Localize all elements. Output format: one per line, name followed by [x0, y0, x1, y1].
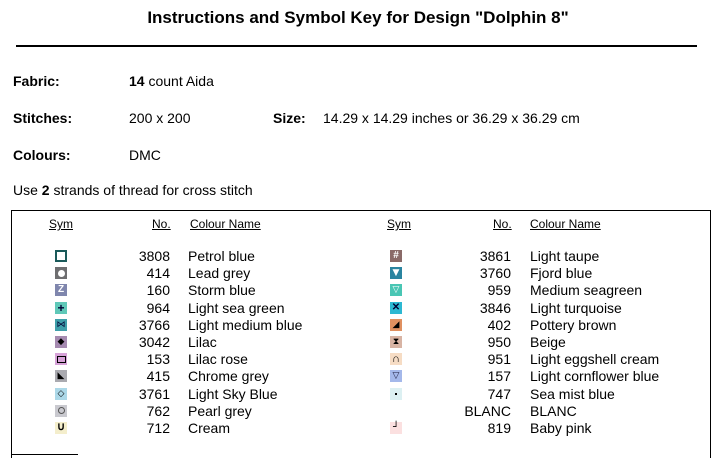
- colour-name: Light medium blue: [188, 316, 303, 333]
- colour-number: 950: [487, 333, 511, 350]
- title-divider: [16, 45, 697, 47]
- colour-number: 3760: [479, 265, 511, 282]
- colour-name: Pearl grey: [188, 402, 252, 419]
- fabric-count: 14: [129, 73, 145, 89]
- header-no-left: No.: [152, 217, 171, 231]
- colour-name: Baby pink: [530, 419, 592, 436]
- colour-name: Lilac: [188, 333, 217, 350]
- fabric-type: count Aida: [144, 73, 214, 89]
- instruction-text: [13, 182, 253, 198]
- colour-name: Medium seagreen: [530, 282, 643, 299]
- instruction-post: strands of thread for cross stitch: [49, 182, 253, 198]
- colour-name: Lilac rose: [188, 351, 248, 368]
- bowtie-icon: ⋈: [56, 319, 66, 330]
- stitches-label: Stitches:: [13, 110, 73, 126]
- colour-number: 712: [146, 419, 170, 436]
- colour-name: Beige: [530, 333, 566, 350]
- triangle-down-small-icon: ▽: [390, 370, 402, 382]
- stitches-value: 200 x 200: [129, 110, 191, 126]
- colour-name: Light taupe: [530, 248, 600, 264]
- triangle-down-icon: ▼: [390, 267, 402, 279]
- header-name-left: Colour Name: [190, 217, 261, 231]
- dot-icon: [390, 388, 402, 400]
- triangle-right-icon: ◢: [390, 319, 402, 331]
- colour-name: Pottery brown: [530, 316, 617, 333]
- colour-name: Light sea green: [188, 299, 285, 316]
- colour-number: 747: [487, 385, 511, 402]
- colour-number: 157: [487, 368, 511, 385]
- colour-name: Storm blue: [188, 282, 256, 299]
- colour-number: 414: [146, 265, 170, 282]
- plus-icon: +: [55, 302, 67, 314]
- colour-name: Light eggshell cream: [530, 351, 660, 368]
- hourglass-icon: ⧗: [390, 336, 402, 348]
- colour-number: 3846: [479, 299, 511, 316]
- colours-value: DMC: [129, 147, 161, 163]
- square-outline-icon: [55, 250, 67, 262]
- page-title: Instructions and Symbol Key for Design "Dolphin 8": [147, 8, 569, 27]
- circle-icon: [55, 267, 67, 279]
- instruction-pre: Use: [13, 182, 42, 198]
- colour-number: 3761: [138, 385, 170, 402]
- diamond-outline-icon: ◇: [55, 388, 67, 400]
- colour-number: 762: [146, 402, 170, 419]
- u-shape-icon: ∪: [56, 420, 66, 433]
- header-no-right: No.: [493, 217, 512, 231]
- fabric-label: Fabric:: [13, 73, 60, 89]
- size-value: 14.29 x 14.29 inches or 36.29 x 36.29 cm: [323, 110, 580, 126]
- colour-name: Cream: [188, 419, 231, 436]
- x-icon: ✕: [391, 301, 401, 313]
- colour-name: Fjord blue: [530, 265, 593, 282]
- colour-number: 3766: [138, 316, 170, 333]
- colour-name: Petrol blue: [188, 248, 255, 264]
- arch-icon: ∩: [390, 353, 402, 365]
- colour-number: 415: [146, 368, 170, 385]
- colour-name: BLANC: [530, 402, 577, 419]
- colours-label: Colours:: [13, 147, 71, 163]
- header-sym-left: Sym: [49, 217, 73, 231]
- colour-number: 959: [487, 282, 511, 299]
- colour-name: Light Sky Blue: [188, 385, 278, 402]
- colour-number: 3861: [479, 248, 511, 264]
- colour-number: 3042: [138, 333, 170, 350]
- colour-number: 3808: [138, 248, 170, 264]
- circle-outline-icon: [55, 405, 67, 417]
- table-bottom-rule: [11, 454, 78, 455]
- colour-name: Lead grey: [188, 265, 251, 282]
- colour-number: 951: [487, 351, 511, 368]
- rectangle-icon: [55, 353, 67, 365]
- colour-name: Light turquoise: [530, 299, 622, 316]
- colour-number: 153: [146, 351, 170, 368]
- fabric-value: [129, 73, 214, 89]
- hash-icon: #: [390, 250, 402, 262]
- colour-number: 819: [487, 419, 511, 436]
- triangle-corner-icon: ◣: [55, 370, 67, 382]
- size-label: Size:: [273, 110, 306, 126]
- colour-number: 964: [146, 299, 170, 316]
- triangle-down-outline-icon: ▽: [390, 284, 402, 296]
- colour-name: Sea mist blue: [530, 385, 615, 402]
- colour-name: Light cornflower blue: [530, 368, 660, 385]
- header-name-right: Colour Name: [530, 217, 601, 231]
- z-letter-icon: Z: [55, 284, 67, 296]
- strand-count: 2: [41, 182, 50, 198]
- colour-number: 402: [487, 316, 511, 333]
- blank-symbol: [390, 405, 402, 417]
- header-sym-right: Sym: [387, 217, 411, 231]
- colour-number: 160: [146, 282, 170, 299]
- colour-number: BLANC: [464, 402, 511, 419]
- colour-name: Chrome grey: [188, 368, 269, 385]
- diamond-icon: ◆: [55, 336, 67, 348]
- corner-bracket-icon: ┘: [390, 422, 402, 434]
